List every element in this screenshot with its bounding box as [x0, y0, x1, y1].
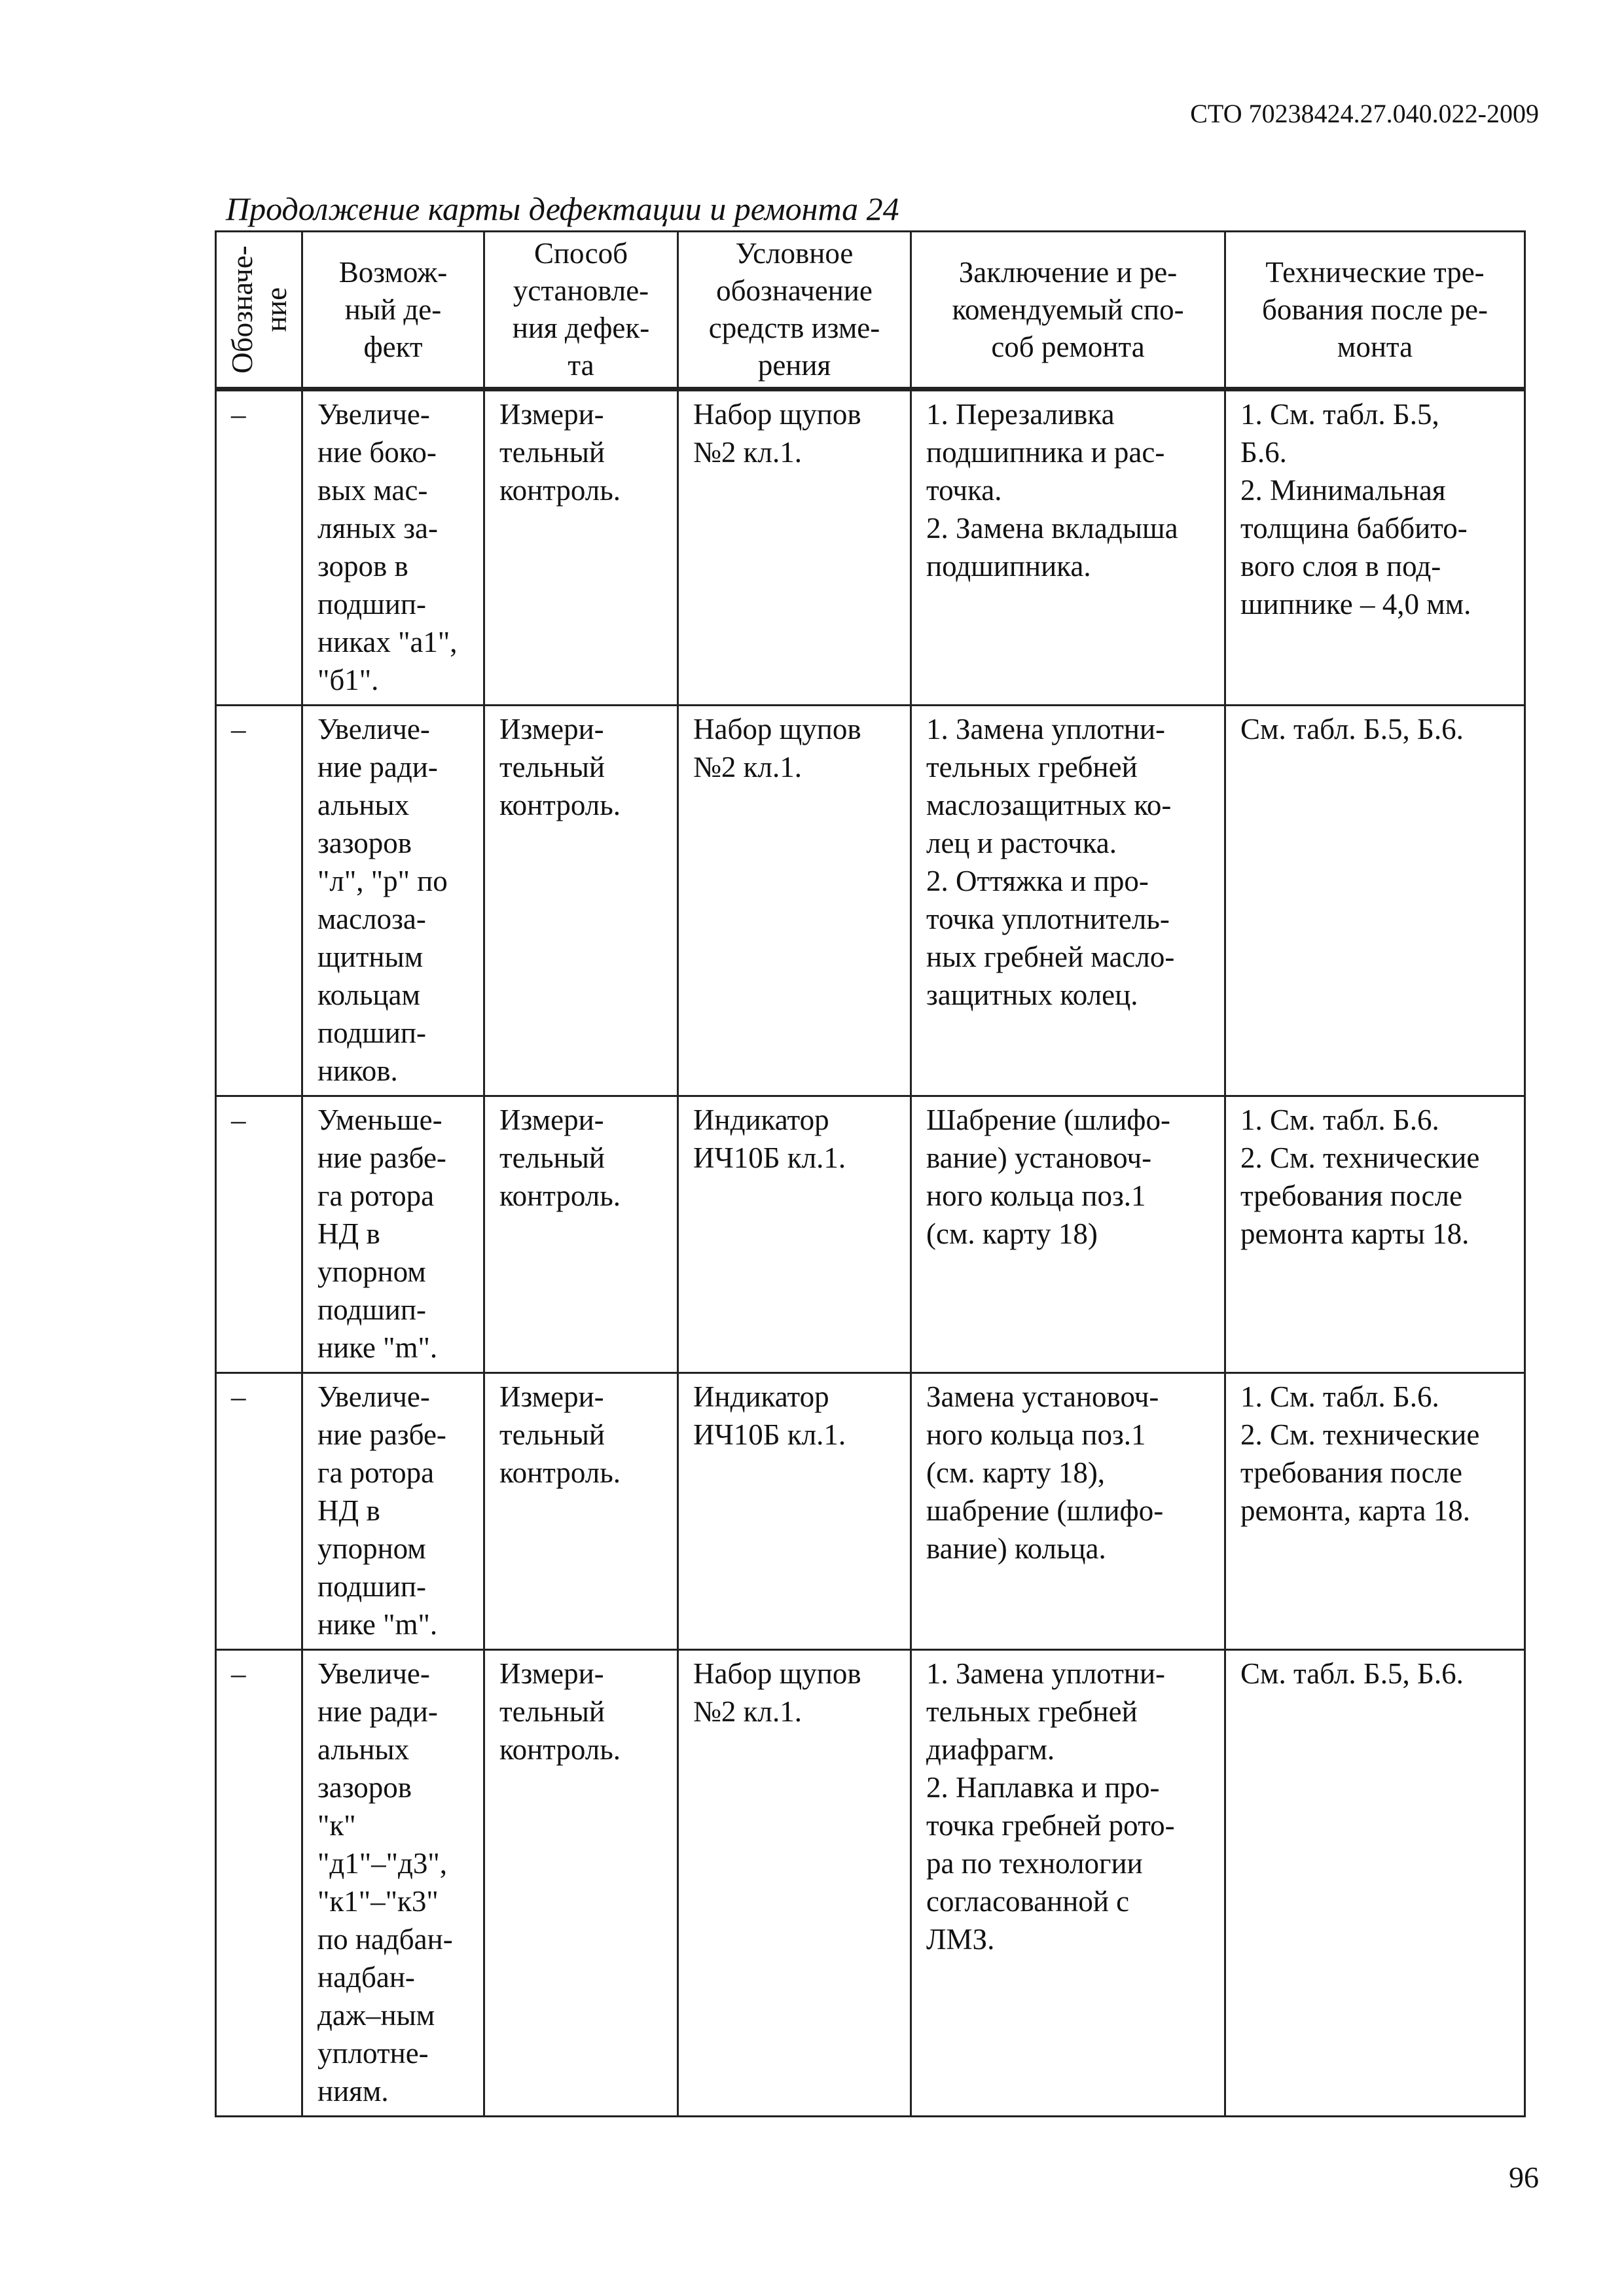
- col-header-method: Способ установле- ния дефек- та: [484, 232, 678, 389]
- table-row: [216, 1650, 1525, 2117]
- cell-defect: Уменьше- ние разбе- га ротора НД в упорном подшип- нике "m".: [302, 1096, 484, 1373]
- cell-requirements: 1. См. табл. Б.6. 2. См. технические требования после ремонта, карта 18.: [1225, 1373, 1525, 1650]
- cell-instrument: Индикатор ИЧ10Б кл.1.: [678, 1373, 911, 1650]
- cell-repair: 1. Замена уплотни- тельных гребней диафрагм. 2. Наплавка и про- точка гребней рото- ра по технологии согласованной с ЛМЗ.: [911, 1650, 1225, 2117]
- col-header-requirements: Технические тре- бования после ре- монта: [1225, 232, 1525, 389]
- col-header-defect: Возмож- ный де- фект: [302, 232, 484, 389]
- defect-repair-table: [215, 230, 1526, 2117]
- cell-method: Измери- тельный контроль.: [484, 1650, 678, 2117]
- col-header-designation: [216, 232, 302, 389]
- cell-defect: Увеличе- ние разбе- га ротора НД в упорном подшип- нике "m".: [302, 1373, 484, 1650]
- table-row: [216, 1373, 1525, 1650]
- cell-requirements: См. табл. Б.5, Б.6.: [1225, 706, 1525, 1096]
- cell-designation: –: [216, 1650, 302, 2117]
- table-header-row: [216, 232, 1525, 389]
- col-header-instrument: Условное обозначение средств изме- рения: [678, 232, 911, 389]
- cell-defect: Увеличе- ние боко- вых мас- ляных за- зоров в подшип- никах "а1", "б1".: [302, 389, 484, 706]
- cell-defect: Увеличе- ние ради- альных зазоров "л", "р" по маслоза- щитным кольцам подшип- ников.: [302, 706, 484, 1096]
- cell-instrument: Индикатор ИЧ10Б кл.1.: [678, 1096, 911, 1373]
- cell-requirements: 1. См. табл. Б.6. 2. См. технические требования после ремонта карты 18.: [1225, 1096, 1525, 1373]
- cell-repair: Замена установоч- ного кольца поз.1 (см. карту 18), шабрение (шлифо- вание) кольца.: [911, 1373, 1225, 1650]
- table-caption: Продолжение карты дефектации и ремонта 24: [226, 190, 899, 227]
- cell-repair: 1. Замена уплотни- тельных гребней маслозащитных ко- лец и расточка. 2. Оттяжка и про- точка уплотнитель- ных гребней масло- защитных колец.: [911, 706, 1225, 1096]
- cell-designation: –: [216, 389, 302, 706]
- cell-instrument: Набор щупов №2 кл.1.: [678, 389, 911, 706]
- cell-defect: Увеличе- ние ради- альных зазоров "к" "д1"–"д3", "к1"–"к3" по надбан- надбан- даж–ным уплотне- ниям.: [302, 1650, 484, 2117]
- cell-method: Измери- тельный контроль.: [484, 706, 678, 1096]
- table-row: [216, 706, 1525, 1096]
- cell-instrument: Набор щупов №2 кл.1.: [678, 1650, 911, 2117]
- cell-designation: –: [216, 706, 302, 1096]
- cell-method: Измери- тельный контроль.: [484, 1373, 678, 1650]
- cell-method: Измери- тельный контроль.: [484, 1096, 678, 1373]
- cell-designation: –: [216, 1373, 302, 1650]
- cell-repair: Шабрение (шлифо- вание) установоч- ного кольца поз.1 (см. карту 18): [911, 1096, 1225, 1373]
- cell-requirements: 1. См. табл. Б.5, Б.6. 2. Минимальная толщина баббито- вого слоя в под- шипнике – 4,0 мм.: [1225, 389, 1525, 706]
- cell-instrument: Набор щупов №2 кл.1.: [678, 706, 911, 1096]
- cell-designation: –: [216, 1096, 302, 1373]
- col-header-repair: Заключение и ре- комендуемый спо- соб ремонта: [911, 232, 1225, 389]
- col-header-designation-label: Обозначе- ние: [225, 245, 293, 374]
- document-code: СТО 70238424.27.040.022-2009: [1190, 99, 1539, 128]
- page-number: 96: [1509, 2161, 1539, 2194]
- table-row: [216, 1096, 1525, 1373]
- cell-repair: 1. Перезаливка подшипника и рас- точка. 2. Замена вкладыша подшипника.: [911, 389, 1225, 706]
- table-row: [216, 389, 1525, 706]
- cell-requirements: См. табл. Б.5, Б.6.: [1225, 1650, 1525, 2117]
- cell-method: Измери- тельный контроль.: [484, 389, 678, 706]
